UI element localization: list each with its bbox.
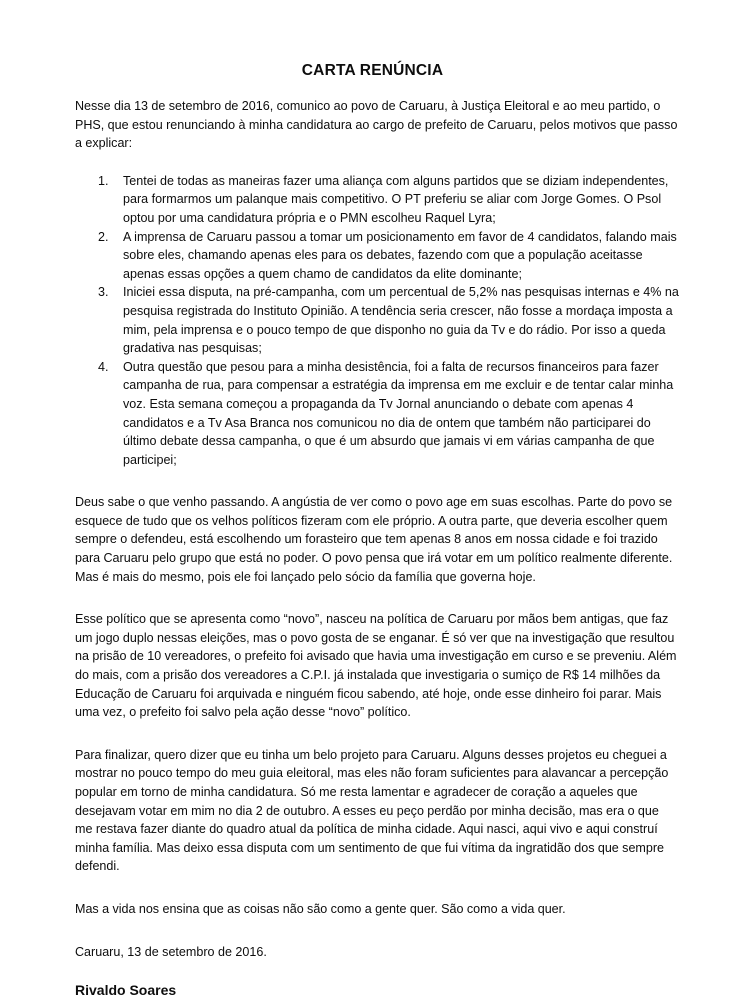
spacer — [75, 919, 679, 943]
spacer — [75, 722, 679, 746]
paragraph-esse-politico: Esse político que se apresenta como “novo”, nasceu na política de Caruaru por mãos bem antigas, que faz um jogo duplo nessas eleições, mas o povo gosta de se enganar. É só ver que na investigação que resultou na prisão de 10 vereadores, o prefeito foi avisado que havia uma investigação em curso e se preveniu. Além do mais, com a prisão dos vereadores a C.P.I. já instalada que investigaria o sumiço de R$ 14 milhões da Educação de Caruaru foi arquivada e ninguém ficou sabendo, até hoje, onde esse dinheiro foi parar. Mais uma vez, o prefeito foi salvo pela ação desse “novo” político. — [75, 612, 677, 720]
document-title: CARTA RENÚNCIA — [301, 62, 444, 79]
list-item: Outra questão que pesou para a minha desistência, foi a falta de recursos financeiros para fazer campanha de rua, para compensar a estratégia da imprensa em me excluir e de tentar calar minha voz. Esta semana começou a propaganda da Tv Jornal anunciando o debate com apenas 4 candidatos e a Tv Asa Branca nos comunicou no dia de ontem que também não participarei do último debate dessa campanha, o que é um absurdo que jamais vi em várias campanha de que participei; — [123, 359, 674, 467]
place-and-date: Caruaru, 13 de setembro de 2016. — [75, 944, 267, 959]
reasons-list — [75, 172, 679, 470]
spacer — [75, 469, 679, 493]
paragraph-deus-sabe: Deus sabe o que venho passando. A angústia de ver como o povo age em suas escolhas. Parte do povo se esquece de tudo que os velhos políticos fizeram com ele próprio. A outra parte, que deveria escolher quem sempre o defendeu, está escolhendo um forasteiro que tem apenas 8 anos em nossa cidade e foi trazido para Caruaru pelo grupo que está no poder. O povo pensa que irá votar em um político realmente diferente. Mas é mais do mesmo, pois ele foi lançado pelo sócio da família que governa hoje. — [75, 495, 673, 584]
spacer — [75, 876, 679, 900]
spacer — [75, 153, 679, 172]
intro-paragraph: Nesse dia 13 de setembro de 2016, comunico ao povo de Caruaru, à Justiça Eleitoral e ao meu partido, o PHS, que estou renunciando à minha candidatura ao cargo de prefeito de Caruaru, pelos motivos que passo a explicar: — [75, 99, 678, 151]
paragraph-closing: Mas a vida nos ensina que as coisas não são como a gente quer. São como a vida quer. — [75, 901, 566, 916]
list-item: A imprensa de Caruaru passou a tomar um posicionamento em favor de 4 candidatos, falando mais sobre eles, chamando apenas eles para os debates, fazendo com que a população aceitasse apenas essas opções a quem chamo de candidatos da elite dominante; — [123, 229, 677, 281]
signature-name: Rivaldo Soares — [75, 982, 177, 999]
paragraph-para-finalizar: Para finalizar, quero dizer que eu tinha um belo projeto para Caruaru. Alguns desses projetos eu cheguei a mostrar no pouco tempo do meu guia eleitoral, mas eles não foram suficientes para alavancar a percepção popular em torno de minha candidatura. Só me resta lamentar e agradecer de coração a aqueles que desejavam votar em mim no dia 2 de outubro. A esses eu peço perdão por minha decisão, mas era o que me restava fazer diante do quadro atual da política de minha cidade. Aqui nasci, aqui vivo e aqui construí minha família. Mas deixo essa disputa com um sentimento de que fui vítima da ingratidão dos que sempre defendi. — [75, 747, 669, 874]
list-item: Tentei de todas as maneiras fazer uma aliança com alguns partidos que se diziam independentes, para formarmos um palanque mais competitivo. O PT preferiu se aliar com Jorge Gomes. O Psol optou por uma candidatura própria e o PMN escolheu Raquel Lyra; — [123, 173, 669, 225]
spacer — [75, 961, 679, 980]
spacer — [75, 586, 679, 610]
list-item: Iniciei essa disputa, na pré-campanha, com um percentual de 5,2% nas pesquisas internas e 4% na pesquisa registrada do Instituto Opinião. A tendência seria crescer, não fosse a mordaça imposta a mim, pela imprensa e o pouco tempo de que disponho no guia da Tv e do rádio. Por isso a queda gradativa nas pesquisas; — [123, 285, 679, 356]
document-body — [75, 97, 679, 1000]
